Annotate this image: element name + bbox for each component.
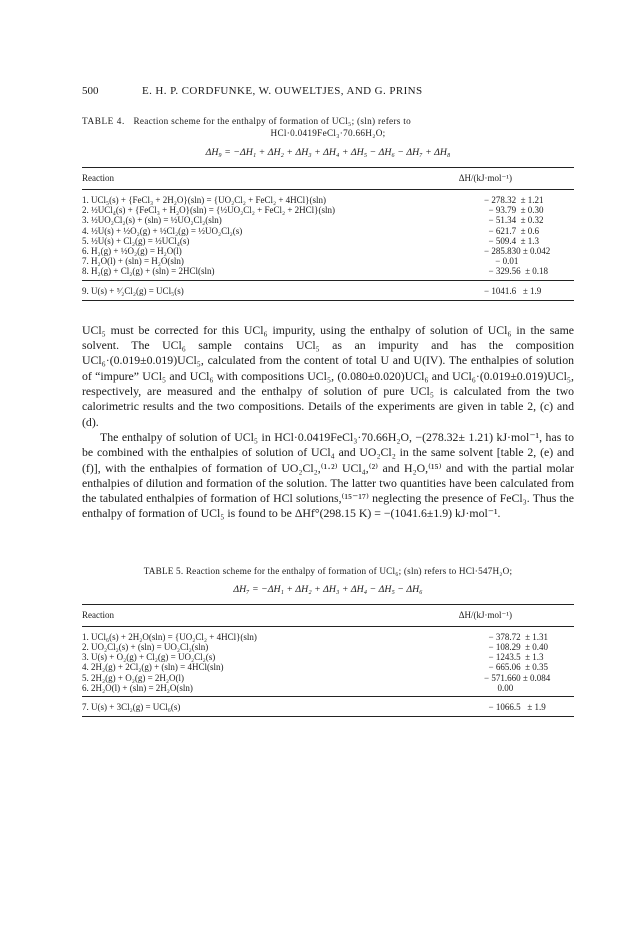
- table-row: [82, 246, 574, 256]
- dh-cell: − 51.34 ± 0.32: [484, 215, 544, 226]
- dh-cell: − 278.32 ± 1.21: [484, 195, 544, 205]
- table4-header-row: [82, 168, 574, 189]
- body-text: [82, 323, 574, 522]
- reaction-cell: 7. H₂O(l) + (sln) = H₂O(sln): [82, 256, 184, 267]
- paragraph-2: The enthalpy of solution of UCl₅ in HCl·0.0419FeCl₃·70.66H₂O, −(278.32± 1.21) kJ·mol⁻¹, has to be combined with the enthalpies of solution of UCl₄ and UO₂Cl₂ in the same solvent [table 2, (e) and (f)], with the enthalpies of formation of UO₂Cl₂,⁽¹·²⁾ UCl₄,⁽²⁾ and H₂O,⁽¹⁵⁾ and with the partial molar enthalpies of dilution and formation of the solution. The latter two quantities have been calculated from the tabulated enthalpies of formation of HCl solutions,⁽¹⁵⁻¹⁷⁾ neglecting the presence of FeCl₃. Thus the enthalpy of formation of UCl₅ is found to be ΔHf°(298.15 K) = −(1041.6±1.9) kJ·mol⁻¹.: [82, 429, 574, 521]
- table5-bottom-rule: [82, 716, 574, 717]
- page-number: 500: [82, 85, 99, 97]
- reaction-cell: 6. 2H₂O(l) + (sln) = 2H₂O(sln): [82, 682, 193, 693]
- dh-cell: − 1243.5 ± 1.3: [484, 652, 544, 663]
- table-row: [82, 652, 574, 662]
- table5-body: [82, 627, 574, 696]
- dh-cell: − 329.56 ± 0.18: [484, 266, 549, 277]
- table4-caption-line2: HCl·0.0419FeCl₃·70.66H₂O;: [270, 127, 386, 138]
- table-row: [82, 195, 574, 205]
- reaction-cell: 3. U(s) + O₂(g) + Cl₂(g) = UO₂Cl₂(s): [82, 652, 216, 663]
- dh-cell: − 108.29 ± 0.40: [484, 641, 549, 652]
- reaction-cell: 4. 2H₂(g) + 2Cl₂(g) + (sln) = 4HCl(sln): [82, 662, 224, 673]
- table4-caption-line1: Reaction scheme for the enthalpy of formation of UCl₅; (sln) refers to: [133, 116, 412, 126]
- dh-cell: − 93.79 ± 0.30: [484, 205, 544, 216]
- dh-cell: − 1066.5 ± 1.9: [484, 701, 546, 712]
- table-row: [82, 683, 574, 693]
- dh-cell: − 665.06 ± 0.35: [484, 662, 549, 673]
- table-row: [82, 205, 574, 215]
- table-row: [82, 673, 574, 683]
- reaction-cell: 7. U(s) + 3Cl₂(g) = UCl₆(s): [82, 701, 181, 712]
- table-row: [82, 215, 574, 225]
- dh-cell: − 509.4 ± 1.3: [484, 235, 540, 246]
- table-row: [82, 226, 574, 236]
- table4-total-row: [82, 281, 574, 300]
- table5-col-reaction: Reaction: [82, 609, 114, 620]
- reaction-cell: 9. U(s) + ⁵⁄₂Cl₂(g) = UCl₅(s): [82, 285, 184, 296]
- table-row: [82, 642, 574, 652]
- table4-equation: ΔH₉ = −ΔH₁ + ΔH₂ + ΔH₃ + ΔH₄ + ΔH₅ − ΔH₆ − ΔH₇ + ΔH₈: [205, 147, 451, 158]
- reaction-cell: 2. UO₂Cl₂(s) + (sln) = UO₂Cl₂(sln): [82, 641, 209, 652]
- table4-col-reaction: Reaction: [82, 173, 114, 183]
- table4-body: [82, 190, 574, 280]
- reaction-cell: 1. UCl₆(s) + 2H₂O(sln) = {UO₂Cl₂ + 4HCl}(sln): [82, 631, 257, 642]
- dh-cell: − 285.830 ± 0.042: [484, 246, 551, 257]
- reaction-cell: 3. ½UO₂Cl₂(s) + (sln) = ½UO₂Cl₂(sln): [82, 215, 222, 226]
- table5-header-row: [82, 605, 574, 626]
- table5-equation: ΔH₇ = −ΔH₁ + ΔH₂ + ΔH₃ + ΔH₄ − ΔH₅ − ΔH₆: [233, 583, 423, 595]
- table4-label: TABLE 4.: [82, 116, 125, 126]
- reaction-cell: 5. ½U(s) + Cl₂(g) = ½UCl₄(s): [82, 235, 190, 246]
- table-row: [82, 632, 574, 642]
- running-header: [82, 84, 574, 98]
- table5-caption: TABLE 5. Reaction scheme for the enthalpy of formation of UCl₆; (sln) refers to HCl·547H₂O;: [143, 565, 513, 576]
- reaction-cell: 1. UCl₅(s) + {FeCl₃ + 2H₂O}(sln) = {UO₂Cl₂ + FeCl₂ + 4HCl}(sln): [82, 195, 326, 205]
- table4-col-dh: ΔH/(kJ·mol⁻¹): [458, 173, 512, 183]
- reaction-cell: 4. ½U(s) + ½O₂(g) + ½Cl₂(g) = ½UO₂Cl₂(s): [82, 225, 243, 236]
- table-row: [82, 236, 574, 246]
- dh-cell: − 0.01: [484, 256, 519, 267]
- dh-cell: 0.00: [484, 682, 514, 693]
- paragraph-1: UCl₅ must be corrected for this UCl₆ impurity, using the enthalpy of solution of UCl₆ in the same solvent. The UCl₆ sample contains UCl₅ as an impurity and has the composition UCl₆·(0.019±0.019)UCl₅, calculated from the content of total U and U(IV). The enthalpies of solution of “impure” UCl₅ and UCl₆ with compositions UCl₅, (0.080±0.020)UCl₆ and UCl₆·(0.019±0.019)UCl₅, respectively, are measured and the enthalpy of solution of pure UCl₅ is calculated from the two calorimetric results and the two compositions. Details of the experiments are given in table 2, (c) and (d).: [82, 322, 574, 429]
- table4-caption: [82, 116, 574, 139]
- table-row: [82, 256, 574, 266]
- table5-total-row: [82, 697, 574, 716]
- reaction-cell: 5. 2H₂(g) + O₂(g) = 2H₂O(l): [82, 672, 185, 683]
- table5-col-dh: ΔH/(kJ·mol⁻¹): [458, 609, 512, 620]
- dh-cell: − 378.72 ± 1.31: [484, 631, 549, 642]
- reaction-cell: 2. ½UCl₄(s) + {FeCl₃ + H₂O}(sln) = {½UO₂Cl₂ + FeCl₂ + 2HCl}(sln): [82, 205, 335, 216]
- dh-cell: − 571.660 ± 0.084: [484, 672, 551, 683]
- reaction-cell: 6. H₂(g) + ½O₂(g) = H₂O(l): [82, 246, 182, 257]
- dh-cell: − 1041.6 ± 1.9: [484, 285, 542, 296]
- reaction-cell: 8. H₂(g) + Cl₂(g) + (sln) = 2HCl(sln): [82, 266, 215, 277]
- running-authors: E. H. P. CORDFUNKE, W. OUWELTJES, AND G. PRINS: [142, 85, 423, 97]
- table-row: [82, 662, 574, 672]
- table4-bottom-rule: [82, 300, 574, 301]
- journal-page: [82, 84, 574, 717]
- table-row: [82, 266, 574, 276]
- dh-cell: − 621.7 ± 0.6: [484, 225, 540, 236]
